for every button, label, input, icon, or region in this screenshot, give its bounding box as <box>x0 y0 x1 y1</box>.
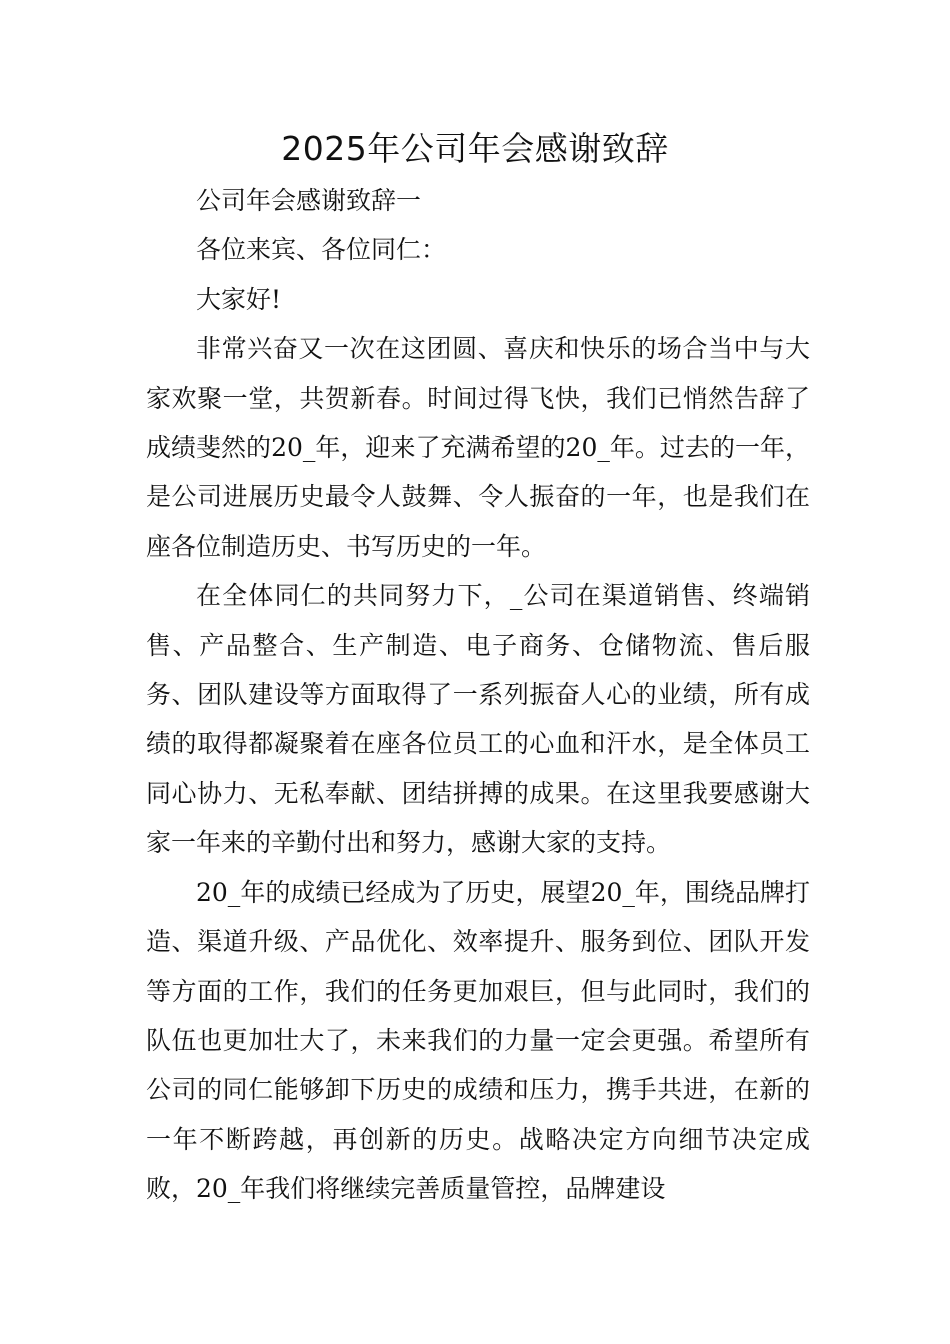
body-paragraph: 在全体同仁的共同努力下，_公司在渠道销售、终端销售、产品整合、生产制造、电子商务、仓储物流、售后服务、团队建设等方面取得了一系列振奋人心的业绩，所有成绩的取得都凝聚着在座各位员工的心血和汗水，是全体员工同心协力、无私奉献、团结拼搏的成果。在这里我要感谢大家一年来的辛勤付出和努力，感谢大家的支持。 <box>146 581 810 858</box>
salutation-paragraph: 各位来宾、各位同仁： <box>196 235 447 265</box>
greeting-paragraph: 大家好! <box>196 284 282 314</box>
body-paragraph: 非常兴奋又一次在这团圆、喜庆和快乐的场合当中与大家欢聚一堂，共贺新春。时间过得飞快，我们已悄然告辞了成绩斐然的20_年，迎来了充满希望的20_年。过去的一年，是公司进展历史最令人鼓舞、令人振奋的一年，也是我们在座各位制造历史、书写历史的一年。 <box>146 334 810 561</box>
body-paragraph: 20_年的成绩已经成为了历史，展望20_年，围绕品牌打造、渠道升级、产品优化、效率提升、服务到位、团队开发等方面的工作，我们的任务更加艰巨，但与此同时，我们的队伍也更加壮大了，未来我们的力量一定会更强。希望所有公司的同仁能够卸下历史的成绩和压力，携手共进，在新的一年不断跨越，再创新的历史。战略决定方向细节决定成败，20_年我们将继续完善质量管控，品牌建设 <box>146 877 810 1204</box>
document-body <box>146 176 810 1214</box>
document-title: 2025年公司年会感谢致辞 <box>281 129 669 168</box>
subtitle-paragraph: 公司年会感谢致辞一 <box>196 186 422 215</box>
